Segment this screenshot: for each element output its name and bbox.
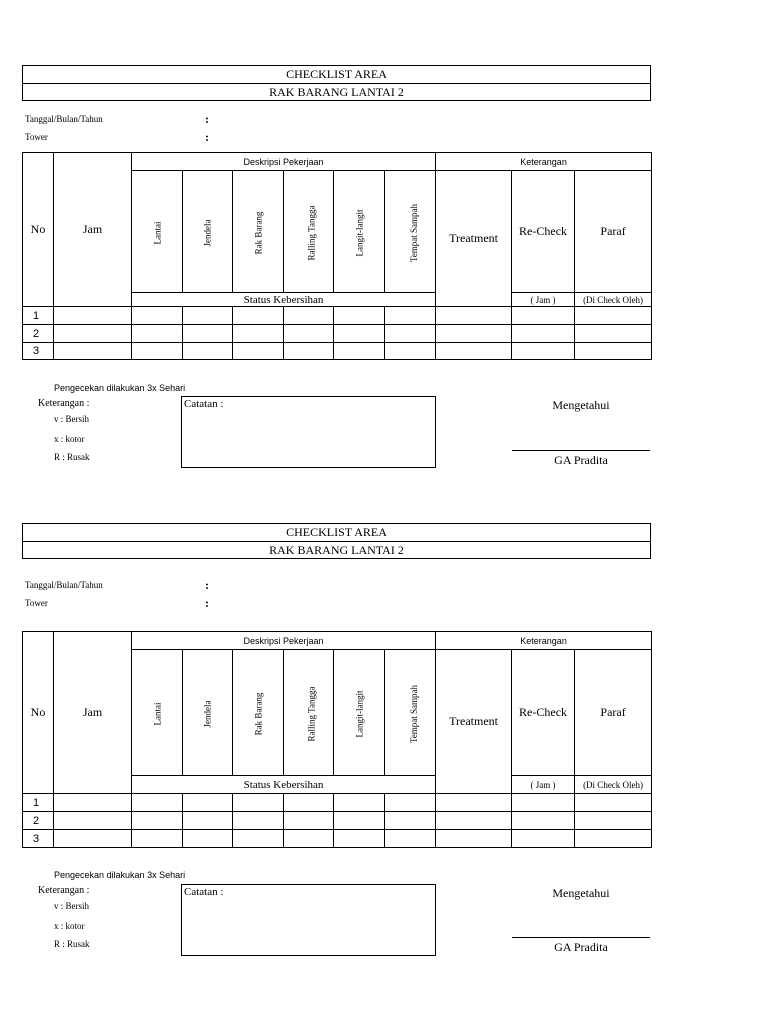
task-header-tempat-sampah [385,171,436,293]
row-number: 1 [23,307,54,325]
cell-rak-barang[interactable] [233,812,284,830]
cell-rak-barang[interactable] [233,343,284,360]
cell-langit-langit[interactable] [334,812,385,830]
legend-item-bersih: v : Bersih [54,901,89,911]
cell-rak-barang[interactable] [233,830,284,848]
cell-jendela[interactable] [183,343,233,360]
cell-treatment[interactable] [436,830,512,848]
col-header-jam: Jam [54,153,132,307]
legend-label: Keterangan : [38,885,90,896]
cell-jam[interactable] [54,325,132,343]
task-header-lantai [132,650,183,776]
cell-recheck[interactable] [512,343,575,360]
task-header-jendela [183,171,233,293]
cell-tempat-sampah[interactable] [385,343,436,360]
table-row [23,343,652,360]
cell-paraf[interactable] [575,307,652,325]
cell-jendela[interactable] [183,830,233,848]
cell-paraf[interactable] [575,812,652,830]
cell-tempat-sampah[interactable] [385,812,436,830]
catatan-box[interactable] [181,884,436,956]
task-header-tempat-sampah [385,650,436,776]
cell-langit-langit[interactable] [334,794,385,812]
status-kebersihan-label: Status Kebersihan [132,776,436,794]
task-label: Rak Barang [253,692,263,735]
tower-label: Tower [25,132,48,142]
cell-langit-langit[interactable] [334,343,385,360]
catatan-label: Catatan : [184,886,224,898]
cell-tempat-sampah[interactable] [385,794,436,812]
task-label: Rak Barang [253,211,263,254]
cell-rak-barang[interactable] [233,325,284,343]
cell-ralling-tangga[interactable] [284,794,334,812]
cell-jendela[interactable] [183,307,233,325]
col-header-keterangan: Keterangan [436,153,652,171]
cell-rak-barang[interactable] [233,794,284,812]
cell-lantai[interactable] [132,794,183,812]
col-header-keterangan: Keterangan [436,632,652,650]
cell-tempat-sampah[interactable] [385,307,436,325]
cell-jendela[interactable] [183,812,233,830]
cell-recheck[interactable] [512,812,575,830]
col-header-treatment: Treatment [436,171,512,307]
status-kebersihan-label: Status Kebersihan [132,293,436,307]
date-label: Tanggal/Bulan/Tahun [25,580,103,590]
tower-label: Tower [25,598,48,608]
col-header-no: No [23,153,54,307]
task-label: Langit-langit [354,690,364,737]
cell-treatment[interactable] [436,307,512,325]
date-label: Tanggal/Bulan/Tahun [25,114,103,124]
cell-paraf[interactable] [575,343,652,360]
signatory-name: GA Pradita [554,453,608,467]
recheck-jam-sub: ( Jam ) [512,293,575,307]
form-subtitle: RAK BARANG LANTAI 2 [23,541,650,559]
cell-recheck[interactable] [512,307,575,325]
cell-recheck[interactable] [512,794,575,812]
date-colon: : [205,578,209,592]
task-label: Langit-langit [354,209,364,256]
checklist-table [22,631,652,848]
col-header-jam: Jam [54,632,132,794]
task-label: Tempat Sampah [409,203,420,262]
cell-ralling-tangga[interactable] [284,830,334,848]
cell-ralling-tangga[interactable] [284,812,334,830]
task-header-rak-barang [233,171,284,293]
mengetahui-label: Mengetahui [552,398,610,412]
row-number: 3 [23,830,54,848]
cell-paraf[interactable] [575,830,652,848]
cell-tempat-sampah[interactable] [385,830,436,848]
legend-item-kotor: x : kotor [54,921,85,931]
task-header-ralling-tangga [284,171,334,293]
task-header-langit-langit [334,650,385,776]
cell-treatment[interactable] [436,325,512,343]
legend-item-rusak: R : Rusak [54,939,90,949]
task-header-lantai [132,171,183,293]
col-header-recheck: Re-Check [512,171,575,293]
cell-langit-langit[interactable] [334,325,385,343]
cell-tempat-sampah[interactable] [385,325,436,343]
task-header-langit-langit [334,171,385,293]
cell-lantai[interactable] [132,812,183,830]
col-header-no: No [23,632,54,794]
cell-ralling-tangga[interactable] [284,325,334,343]
legend-label: Keterangan : [38,398,90,409]
frequency-note: Pengecekan dilakukan 3x Sehari [54,383,186,393]
row-number: 2 [23,325,54,343]
cell-recheck[interactable] [512,830,575,848]
form-subtitle: RAK BARANG LANTAI 2 [23,83,650,101]
cell-recheck[interactable] [512,325,575,343]
cell-jendela[interactable] [183,794,233,812]
date-colon: : [205,112,209,126]
table-row [23,307,652,325]
title-box [22,65,651,101]
legend-item-bersih: v : Bersih [54,414,89,424]
legend-item-rusak: R : Rusak [54,452,90,462]
task-label: Ralling Tangga [306,686,317,741]
table-row [23,325,652,343]
cell-langit-langit[interactable] [334,307,385,325]
col-header-deskripsi: Deskripsi Pekerjaan [132,153,436,171]
signature-line [512,450,650,451]
cell-jam[interactable] [54,307,132,325]
form-title: CHECKLIST AREA [286,67,387,81]
task-label: Tempat Sampah [409,684,420,743]
task-header-jendela [183,650,233,776]
cell-treatment[interactable] [436,343,512,360]
cell-langit-langit[interactable] [334,830,385,848]
signature-line [512,937,650,938]
catatan-box[interactable] [181,396,436,468]
col-header-recheck: Re-Check [512,650,575,776]
catatan-label: Catatan : [184,398,224,410]
col-header-deskripsi: Deskripsi Pekerjaan [132,632,436,650]
paraf-checked-by-sub: (Di Check Oleh) [575,293,652,307]
cell-lantai[interactable] [132,307,183,325]
cell-jendela[interactable] [183,325,233,343]
cell-paraf[interactable] [575,325,652,343]
cell-paraf[interactable] [575,794,652,812]
task-label: Jendela [202,219,213,246]
cell-ralling-tangga[interactable] [284,343,334,360]
task-label: Lantai [152,221,162,244]
form-title: CHECKLIST AREA [286,525,387,539]
cell-lantai[interactable] [132,343,183,360]
legend-item-kotor: x : kotor [54,434,85,444]
task-header-rak-barang [233,650,284,776]
cell-ralling-tangga[interactable] [284,307,334,325]
mengetahui-label: Mengetahui [552,886,610,900]
task-label: Lantai [152,702,162,725]
table-row [23,830,652,848]
col-header-treatment: Treatment [436,650,512,794]
tower-colon: : [205,130,209,144]
cell-jam[interactable] [54,343,132,360]
table-row [23,794,652,812]
signatory-name: GA Pradita [554,940,608,954]
task-label: Ralling Tangga [306,205,317,260]
cell-jam[interactable] [54,812,132,830]
frequency-note: Pengecekan dilakukan 3x Sehari [54,870,186,880]
recheck-jam-sub: ( Jam ) [512,776,575,794]
table-row [23,812,652,830]
row-number: 1 [23,794,54,812]
cell-treatment[interactable] [436,812,512,830]
cell-lantai[interactable] [132,830,183,848]
task-label: Jendela [202,700,213,727]
row-number: 3 [23,343,54,360]
cell-rak-barang[interactable] [233,307,284,325]
paraf-checked-by-sub: (Di Check Oleh) [575,776,652,794]
cell-jam[interactable] [54,794,132,812]
checklist-table [22,152,652,360]
cell-jam[interactable] [54,830,132,848]
row-number: 2 [23,812,54,830]
task-header-ralling-tangga [284,650,334,776]
col-header-paraf: Paraf [575,171,652,293]
tower-colon: : [205,596,209,610]
col-header-paraf: Paraf [575,650,652,776]
cell-treatment[interactable] [436,794,512,812]
title-box [22,523,651,559]
cell-lantai[interactable] [132,325,183,343]
